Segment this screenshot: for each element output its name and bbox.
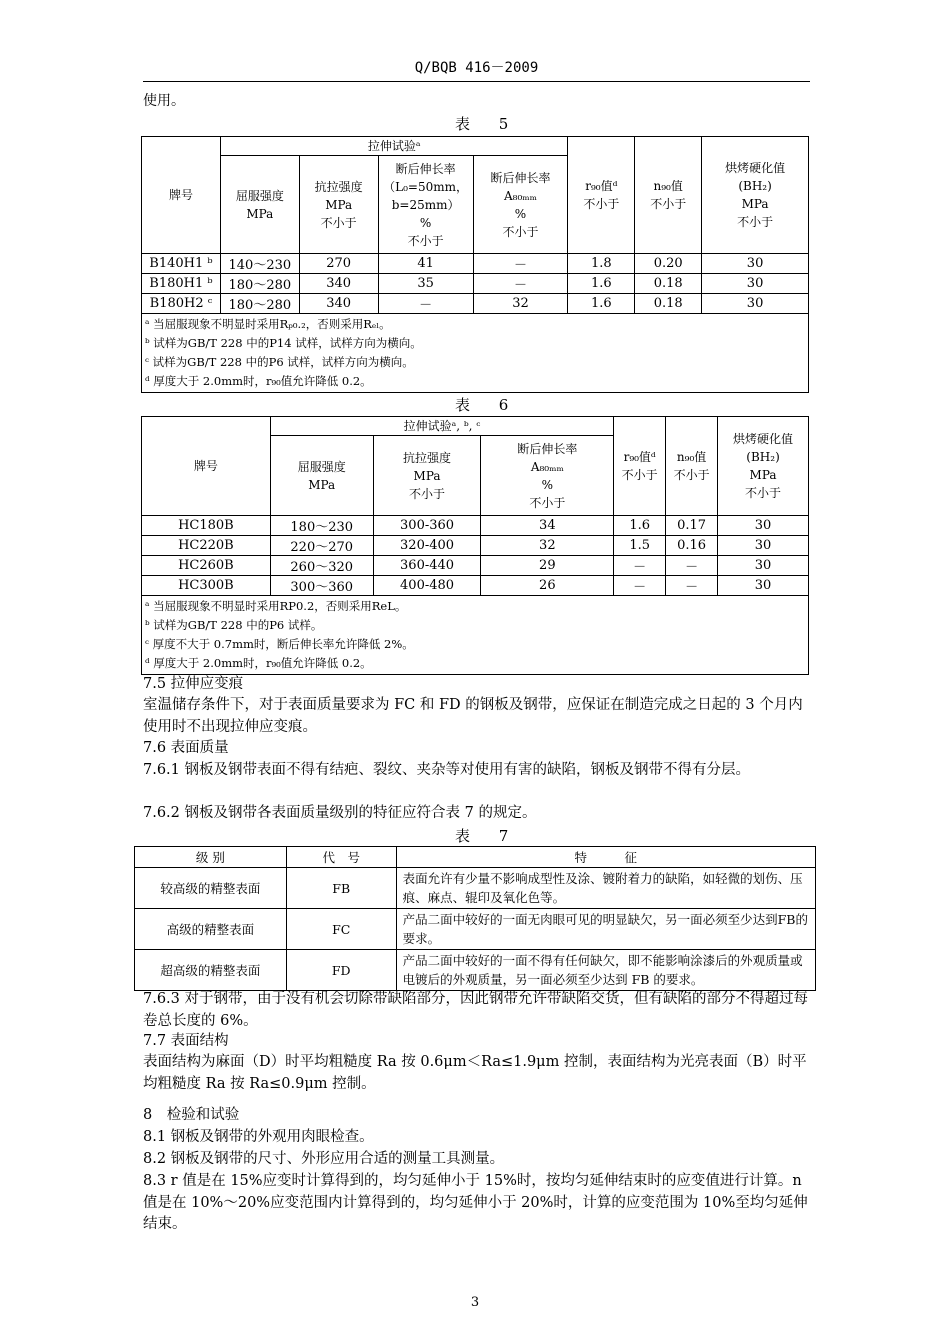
table7-cell-code: FB	[286, 868, 396, 909]
table5-cell-tensile: 340	[299, 294, 378, 314]
intro-text: 使用。	[143, 93, 185, 109]
table7-cell-feature: 产品二面中较好的一面无肉眼可见的明显缺欠，另一面必须至少达到FB的要求。	[396, 909, 815, 950]
table5-cell-l50: －	[378, 294, 473, 314]
table6-note-d: ᵈ 厚度大于 2.0mm时，r₉₀值允许降低 0.2。	[145, 656, 372, 670]
section-7-7-title: 7.7 表面结构	[143, 1033, 229, 1049]
table6-cell-r90: －	[614, 576, 666, 596]
table-row	[142, 294, 809, 314]
table6-cell-tensile: 400-480	[373, 576, 481, 596]
section-8-title: 8 检验和试验	[143, 1107, 240, 1123]
table5-cell-tensile: 340	[299, 274, 378, 294]
section-7-6-title: 7.6 表面质量	[143, 740, 229, 756]
table6-header-brand: 牌号	[142, 417, 271, 516]
table-row	[142, 254, 809, 274]
table5-cell-tensile: 270	[299, 254, 378, 274]
table5-header-r90: r₉₀值ᵈ 不小于	[568, 137, 635, 254]
table6-cell-a80: 29	[481, 556, 614, 576]
section-7-7-text: 表面结构为麻面（D）时平均粗糙度 Ra 按 0.6μm＜Ra≤1.9μm 控制，表面结构为光亮表面（B）时平均粗糙度 Ra 按 Ra≤0.9μm 控制。	[143, 1054, 807, 1092]
table6-header-yield: 屈服强度 MPa	[270, 436, 373, 516]
table6-note-b: ᵇ 试样为GB/T 228 中的P6 试样。	[145, 618, 323, 632]
table6-cell-brand: HC220B	[142, 536, 271, 556]
table6-header-elong-a80: 断后伸长率 A₈₀ₘₘ % 不小于	[481, 436, 614, 516]
table5-cell-yield: 180～280	[220, 274, 299, 294]
table7-cell-code: FC	[286, 909, 396, 950]
table6-cell-n90: 0.17	[666, 516, 718, 536]
table6-cell-r90: 1.6	[614, 516, 666, 536]
table-row	[142, 536, 809, 556]
table6-cell-bh: 30	[718, 576, 809, 596]
table6-group-header: 拉伸试验ᵃ, ᵇ, ᶜ	[270, 417, 613, 436]
table6-header-tensile: 抗拉强度 MPa 不小于	[373, 436, 481, 516]
table6-cell-brand: HC180B	[142, 516, 271, 536]
table5-note-c: ᶜ 试样为GB/T 228 中的P6 试样，试样方向为横向。	[145, 355, 414, 369]
section-7-6-2-text: 7.6.2 钢板及钢带各表面质量级别的特征应符合表 7 的规定。	[143, 805, 537, 821]
table-row	[142, 556, 809, 576]
table6-cell-n90: －	[666, 556, 718, 576]
table6-caption: 表 6	[455, 396, 521, 414]
table7-cell-level: 高级的精整表面	[135, 909, 287, 950]
table-row	[135, 950, 816, 991]
table6-note-c: ᶜ 厚度不大于 0.7mm时，断后伸长率允许降低 2%。	[145, 637, 414, 651]
table5-cell-a80: －	[473, 254, 568, 274]
table7-header-feature: 特 征	[396, 847, 815, 868]
section-7-6-1-text: 7.6.1 钢板及钢带表面不得有结疤、裂纹、夹杂等对使用有害的缺陷，钢板及钢带不得有分层。	[143, 762, 750, 778]
section-7-6-3-text: 7.6.3 对于钢带，由于没有机会切除带缺陷部分，因此钢带允许带缺陷交货，但有缺陷的部分不得超过每卷总长度的 6%。	[143, 991, 808, 1029]
table6-header-n90: n₉₀值 不小于	[666, 417, 718, 516]
table6-cell-bh: 30	[718, 536, 809, 556]
table5-cell-r90: 1.8	[568, 254, 635, 274]
table6-cell-tensile: 300-360	[373, 516, 481, 536]
table7	[134, 846, 816, 991]
table7-cell-feature: 表面允许有少量不影响成型性及涂、镀附着力的缺陷，如轻微的划伤、压痕、麻点、辊印及氧化色等。	[396, 868, 815, 909]
table7-cell-level: 较高级的精整表面	[135, 868, 287, 909]
table6-cell-a80: 34	[481, 516, 614, 536]
section-7-5-title: 7.5 拉伸应变痕	[143, 676, 244, 692]
table5-header-yield: 屈服强度 MPa	[220, 156, 299, 254]
table6-header-bh: 烘烤硬化值 (BH₂) MPa 不小于	[718, 417, 809, 516]
table5-cell-n90: 0.18	[635, 294, 702, 314]
table5-header-elong-l50: 断后伸长率 （L₀=50mm， b=25mm） % 不小于	[378, 156, 473, 254]
table7-cell-code: FD	[286, 950, 396, 991]
table6-cell-tensile: 360-440	[373, 556, 481, 576]
table-row	[142, 516, 809, 536]
table5-caption: 表 5	[455, 115, 521, 133]
page-number: 3	[470, 1295, 480, 1310]
table6-header-r90: r₉₀值ᵈ 不小于	[614, 417, 666, 516]
table5-cell-n90: 0.18	[635, 274, 702, 294]
section-7-5-text: 室温储存条件下，对于表面质量要求为 FC 和 FD 的钢板及钢带，应保证在制造完成之日起的 3 个月内使用时不出现拉伸应变痕。	[143, 697, 803, 735]
table6-cell-bh: 30	[718, 516, 809, 536]
table5-cell-yield: 140～230	[220, 254, 299, 274]
table6	[141, 416, 809, 675]
table6-cell-tensile: 320-400	[373, 536, 481, 556]
table5-header-bh: 烘烤硬化值 (BH₂) MPa 不小于	[702, 137, 809, 254]
table5-cell-a80: －	[473, 274, 568, 294]
table5-note-a: ᵃ 当屈服现象不明显时采用Rₚ₀.₂，否则采用Rₑₗ。	[145, 317, 391, 331]
table6-cell-yield: 180～230	[270, 516, 373, 536]
table6-cell-n90: －	[666, 576, 718, 596]
table5-header-elong-a80: 断后伸长率 A₈₀ₘₘ % 不小于	[473, 156, 568, 254]
table5-cell-r90: 1.6	[568, 294, 635, 314]
table7-caption: 表 7	[455, 827, 521, 845]
table7-header-level: 级 别	[135, 847, 287, 868]
table5-notes	[142, 314, 809, 393]
table5-cell-brand: B140H1 ᵇ	[142, 254, 221, 274]
section-8-3-text: 8.3 r 值是在 15%应变时计算得到的，均匀延伸小于 15%时，按均匀延伸结束时的应变值进行计算。n 值是在 10%～20%应变范围内计算得到的，均匀延伸小于 20%时，计算的应变范围为 10%至均匀延伸结束。	[143, 1173, 808, 1232]
document-code-header: Q/BQB 416－2009	[414, 60, 539, 76]
table7-header-code: 代 号	[286, 847, 396, 868]
table5-cell-r90: 1.6	[568, 274, 635, 294]
table-row	[135, 909, 816, 950]
table6-notes	[142, 596, 809, 675]
table-row	[135, 868, 816, 909]
table6-cell-a80: 26	[481, 576, 614, 596]
table5-header-brand: 牌号	[142, 137, 221, 254]
table5-note-d: ᵈ 厚度大于 2.0mm时，r₉₀值允许降低 0.2。	[145, 374, 372, 388]
table5-cell-l50: 41	[378, 254, 473, 274]
table6-cell-r90: －	[614, 556, 666, 576]
table5-cell-yield: 180～280	[220, 294, 299, 314]
table5-cell-bh: 30	[702, 294, 809, 314]
table5-header-n90: n₉₀值 不小于	[635, 137, 702, 254]
table6-cell-brand: HC260B	[142, 556, 271, 576]
table-row	[142, 274, 809, 294]
table5-header-tensile: 抗拉强度 MPa 不小于	[299, 156, 378, 254]
table5-cell-l50: 35	[378, 274, 473, 294]
table5-note-b: ᵇ 试样为GB/T 228 中的P14 试样，试样方向为横向。	[145, 336, 422, 350]
table6-cell-yield: 300～360	[270, 576, 373, 596]
table5-cell-brand: B180H2 ᶜ	[142, 294, 221, 314]
section-8-1-text: 8.1 钢板及钢带的外观用肉眼检查。	[143, 1129, 374, 1145]
table7-cell-level: 超高级的精整表面	[135, 950, 287, 991]
table6-cell-yield: 220～270	[270, 536, 373, 556]
table5-cell-n90: 0.20	[635, 254, 702, 274]
table5	[141, 136, 809, 393]
table7-cell-feature: 产品二面中较好的一面不得有任何缺欠，即不能影响涂漆后的外观质量或电镀后的外观质量，另一面必须至少达到 FB 的要求。	[396, 950, 815, 991]
table6-note-a: ᵃ 当屈服现象不明显时采用RP0.2，否则采用ReL。	[145, 599, 407, 613]
table6-cell-a80: 32	[481, 536, 614, 556]
table5-cell-bh: 30	[702, 274, 809, 294]
table6-cell-bh: 30	[718, 556, 809, 576]
section-8-2-text: 8.2 钢板及钢带的尺寸、外形应用合适的测量工具测量。	[143, 1151, 505, 1167]
table5-group-header: 拉伸试验ᵃ	[220, 137, 567, 156]
table6-cell-yield: 260～320	[270, 556, 373, 576]
table6-cell-n90: 0.16	[666, 536, 718, 556]
header-rule	[143, 81, 810, 82]
table5-cell-brand: B180H1 ᵇ	[142, 274, 221, 294]
table6-cell-r90: 1.5	[614, 536, 666, 556]
table5-cell-bh: 30	[702, 254, 809, 274]
table-row	[142, 576, 809, 596]
table5-cell-a80: 32	[473, 294, 568, 314]
table6-cell-brand: HC300B	[142, 576, 271, 596]
